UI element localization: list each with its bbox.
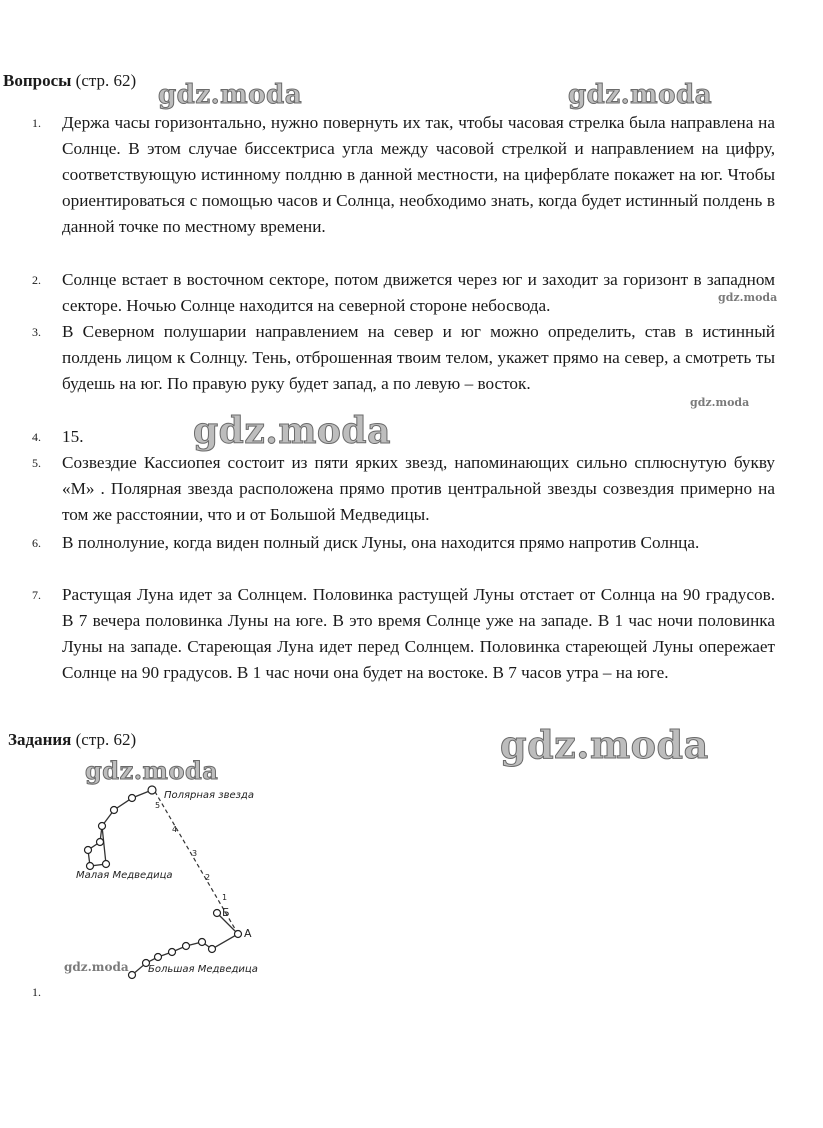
watermark-logo: gdz.moda: [64, 960, 129, 974]
answer-text: Солнце встает в восточном секторе, потом движется через юг и заходит за горизонт в западном секторе. Ночью Солнце находится на северной стороне небосвода.: [62, 270, 775, 315]
point-b-label: Б: [222, 906, 230, 919]
tasks-page-ref: (стр. 62): [75, 730, 137, 749]
watermark-logo: gdz.moda: [690, 396, 750, 409]
answer-text: 15.: [62, 427, 84, 446]
star: [111, 807, 118, 814]
polaris-label: Полярная звезда: [164, 790, 254, 801]
scale-mark-4: 4: [172, 825, 178, 834]
watermark-logo: gdz.moda: [158, 80, 303, 110]
answer-text: В полнолуние, когда виден полный диск Луны, она находится прямо напротив Солнца.: [62, 533, 700, 552]
questions-title: Вопросы: [3, 71, 72, 90]
watermark-logo: gdz.moda: [193, 410, 391, 452]
questions-heading: [3, 71, 136, 91]
answer-number: 1.: [32, 116, 41, 130]
star: [155, 954, 162, 961]
star: [169, 949, 176, 956]
answer-number: 3.: [32, 325, 41, 339]
star: [103, 861, 110, 868]
point-a-label: А: [244, 927, 252, 940]
answer-text: В Северном полушарии направлением на север и юг можно определить, став в истинный полдень лицом к Солнцу. Тень, отброшенная твоим телом, укажет прямо на север, а смотреть ты будешь на юг. По правую руку будет запад, а по левую – восток.: [62, 322, 775, 393]
scale-mark-5: 5: [155, 801, 161, 810]
little-dipper-lines: [88, 790, 152, 866]
star: [87, 863, 94, 870]
questions-page-ref: (стр. 62): [75, 71, 137, 90]
task-item-number: 1.: [32, 985, 41, 999]
star-a: [235, 931, 242, 938]
answer-number: 6.: [32, 536, 41, 550]
tasks-heading: [8, 730, 136, 750]
tasks-title: Задания: [8, 730, 72, 749]
answer-text: Держа часы горизонтально, нужно повернуть их так, чтобы часовая стрелка была направлена на Солнце. В этом случае биссектриса угла между часовой стрелкой и направлением на цифру, соответствующую истинному полдню в данной местности, на циферблате покажет на юг. Чтобы ориентироваться с помощью часов и Солнца, необходимо знать, когда будет истинный полдень в данной точке по местному времени.: [62, 113, 775, 236]
answer-number: 4.: [32, 430, 41, 444]
star: [129, 972, 136, 979]
answer-text: Созвездие Кассиопея состоит из пяти ярких звезд, напоминающих сильно сплюснутую букву «М» . Полярная звезда расположена прямо против центральной звезды созвездия примерно на том же расстоянии, что и от Большой Медведицы.: [62, 453, 775, 524]
star-b: [214, 910, 221, 917]
answer-text: Растущая Луна идет за Солнцем. Половинка растущей Луны отстает от Солнца на 90 градусов. В 7 вечера половинка Луны на юге. В это время Солнце уже на западе. В 1 час ночи половинка Луны на западе. Стареющая Луна идет перед Солнцем. Половинка стареющей Луны опережает Солнце на 90 градусов. В 1 час ночи она будет на востоке. В 7 часов утра – на юге.: [62, 585, 775, 682]
star: [97, 839, 104, 846]
star: [99, 823, 106, 830]
watermark-logo: gdz.moda: [500, 722, 709, 767]
answer-number: 5.: [32, 456, 41, 470]
constellation-diagram: [62, 770, 272, 985]
polaris-star: [148, 786, 156, 794]
scale-mark-1: 1: [222, 893, 228, 902]
big-dipper-label: Большая Медведица: [148, 964, 258, 975]
star: [129, 795, 136, 802]
answer-number: 7.: [32, 588, 41, 602]
star: [183, 943, 190, 950]
watermark-logo: gdz.moda: [85, 756, 219, 785]
star: [209, 946, 216, 953]
watermark-logo: gdz.moda: [718, 291, 778, 304]
watermark-logo: gdz.moda: [568, 80, 713, 110]
star: [199, 939, 206, 946]
scale-mark-2: 2: [205, 873, 211, 882]
star: [85, 847, 92, 854]
little-dipper-label: Малая Медведица: [76, 870, 173, 881]
answer-number: 2.: [32, 273, 41, 287]
scale-mark-3: 3: [192, 849, 198, 858]
stars: [85, 786, 242, 979]
